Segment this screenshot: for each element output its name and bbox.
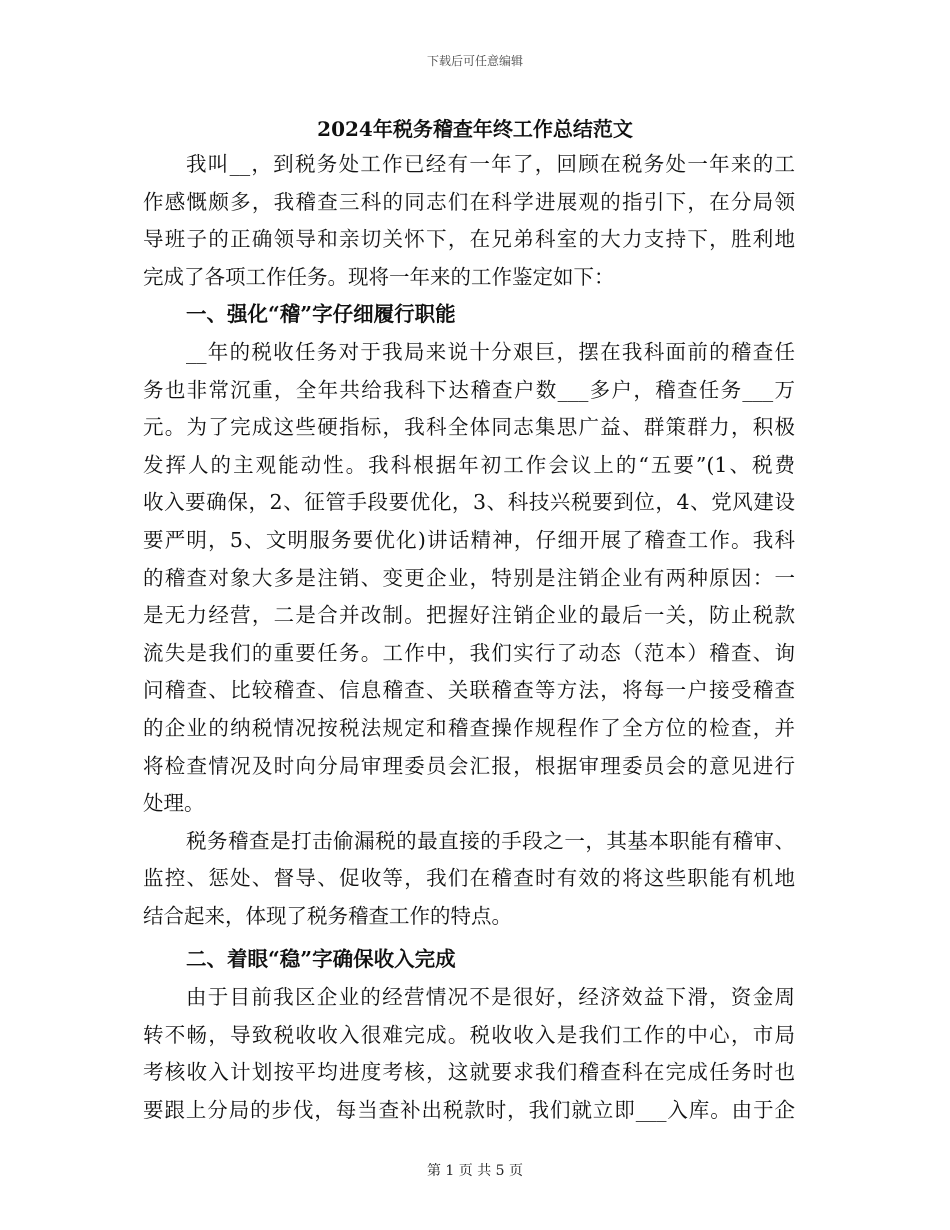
paragraph-line: 我叫__，到税务处工作已经有一年了，回顾在税务处一年来的工 <box>186 152 795 176</box>
paragraph-line: 的企业的纳税情况按税法规定和稽查操作规程作了全方位的检查，并 <box>143 715 795 740</box>
document-body <box>143 146 795 1129</box>
paragraph-line: 作感慨颇多，我稽查三科的同志们在科学进展观的指引下，在分局领 <box>143 189 795 214</box>
paragraph-line: 问稽查、比较稽查、信息稽查、关联稽查等方法，将每一户接受稽查 <box>143 678 795 703</box>
paragraph-line: 考核收入计划按平均进度考核，这就要求我们稽查科在完成任务时也 <box>143 1060 795 1085</box>
paragraph-line: 结合起来，体现了税务稽查工作的特点。 <box>143 903 512 928</box>
paragraph-line: 由于目前我区企业的经营情况不是很好，经济效益下滑，资金周 <box>186 985 795 1010</box>
paragraph-line: 要严明，5、文明服务要优化)讲话精神，仔细开展了稽查工作。我科 <box>143 527 795 552</box>
section-heading: 一、强化“稽”字仔细履行职能 <box>186 302 456 327</box>
paragraph-line: 流失是我们的重要任务。工作中，我们实行了动态（范本）稽查、询 <box>143 640 795 665</box>
paragraph-line: __年的税收任务对于我局来说十分艰巨，摆在我科面前的稽查任 <box>186 339 795 364</box>
paragraph-line: 要跟上分局的步伐，每当查补出税款时，我们就立即___入库。由于企 <box>143 1097 795 1122</box>
paragraph-line: 发挥人的主观能动性。我科根据年初工作会议上的“五要”(1、税费 <box>143 452 795 477</box>
paragraph-line: 的稽查对象大多是注销、变更企业，特别是注销企业有两种原因：一 <box>143 565 795 590</box>
paragraph-line: 务也非常沉重，全年共给我科下达稽查户数___多户，稽查任务___万 <box>143 377 795 402</box>
document-title: 2024年税务稽查年终工作总结范文 <box>317 117 633 141</box>
page-number: 第 1 页 共 5 页 <box>426 1163 524 1179</box>
paragraph-line: 监控、惩处、督导、促收等，我们在稽查时有效的将这些职能有机地 <box>143 866 795 891</box>
paragraph-line: 完成了各项工作任务。现将一年来的工作鉴定如下： <box>143 264 615 289</box>
paragraph-line: 收入要确保，2、征管手段要优化，3、科技兴税要到位，4、党风建设 <box>143 490 795 515</box>
paragraph-line: 是无力经营，二是合并改制。把握好注销企业的最后一关，防止税款 <box>143 603 795 628</box>
paragraph-line: 处理。 <box>143 791 205 816</box>
paragraph-line: 税务稽查是打击偷漏税的最直接的手段之一，其基本职能有稽审、 <box>186 828 795 853</box>
section-heading: 二、着眼“稳”字确保收入完成 <box>186 947 456 972</box>
paragraph-line: 导班子的正确领导和亲切关怀下，在兄弟科室的大力支持下，胜利地 <box>143 227 795 252</box>
page-header-note: 下载后可任意编辑 <box>426 54 523 68</box>
paragraph-line: 元。为了完成这些硬指标，我科全体同志集思广益、群策群力，积极 <box>143 415 795 440</box>
paragraph-line: 转不畅，导致税收收入很难完成。税收收入是我们工作的中心，市局 <box>143 1022 795 1047</box>
paragraph-line: 将检查情况及时向分局审理委员会汇报，根据审理委员会的意见进行 <box>143 753 795 778</box>
